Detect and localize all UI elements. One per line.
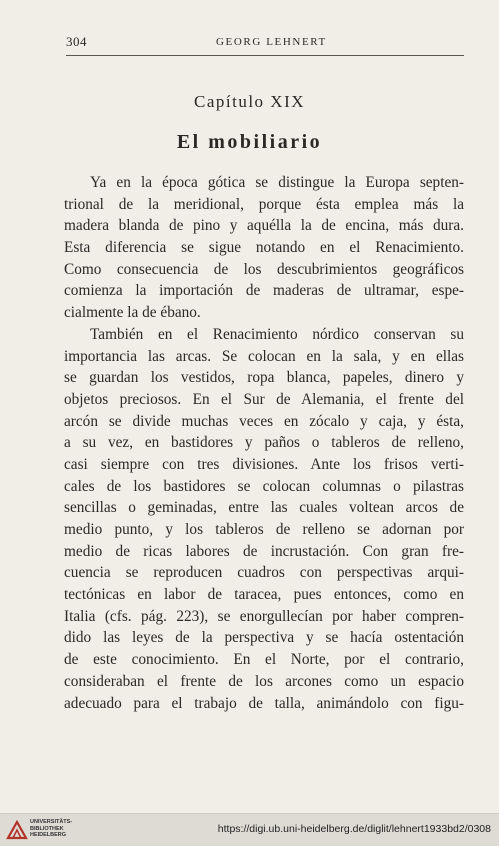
text-line: consideraban el frente de los arcones como un espacio: [64, 672, 464, 690]
text-line: madera blanda de pino y aquélla la de encina, más dura.: [64, 217, 464, 235]
logo-line: BIBLIOTHEK: [30, 825, 64, 832]
text-line: medio punto, y los tableros de relleno se adornan por: [64, 521, 464, 538]
chapter-title: El mobiliario: [176, 131, 323, 153]
text-line: casi siempre con tres divisiones. Ante los frisos verti-: [64, 455, 464, 473]
library-logo-icon: [6, 820, 28, 840]
text-line: trional de la meridional, porque ésta emplea más la: [64, 195, 464, 213]
text-line: cuencia se reproducen cuadros con perspectivas arqui-: [64, 564, 464, 582]
text-line: Ya en la época gótica se distingue la Europa septen-: [90, 174, 464, 191]
permalink-url[interactable]: https://digi.ub.uni-heidelberg.de/diglit/lehnert1933bd2/0308: [217, 823, 491, 835]
text-line: tectónicas en labor de taracea, pues entonces, como en: [64, 586, 464, 604]
text-line: objetos preciosos. En el Sur de Alemania, el frente del: [64, 390, 464, 408]
text-line: medio de ricas labores de incrustación. Con gran fre-: [64, 542, 464, 560]
text-line: Esta diferencia se sigue notando en el Renacimiento.: [64, 239, 464, 257]
text-line: importancia las arcas. Se colocan en la sala, y en ellas: [64, 347, 464, 365]
chapter-label: Capítulo XIX: [193, 92, 306, 111]
page-header: [66, 34, 464, 54]
running-head: GEORG LEHNERT: [216, 36, 327, 48]
text-line: Como consecuencia de los descubrimientos geográficos: [64, 260, 464, 278]
body-text: [64, 172, 464, 714]
text-line: dido las leyes de la perspectiva y se hacía ostentación: [64, 629, 464, 647]
header-rule: [66, 55, 464, 56]
viewer-footer: [0, 813, 499, 846]
text-line: adecuado para el trabajo de talla, animándolo con figu-: [64, 694, 464, 712]
text-line: cialmente la de ébano.: [64, 304, 201, 322]
text-line: Italia (cfs. pág. 223), se enorgullecían por haber compren-: [64, 607, 464, 625]
text-line: de este conocimiento. En el Norte, por el contrario,: [64, 651, 464, 669]
logo-line: HEIDELBERG: [30, 832, 67, 838]
text-line: a su vez, en bastidores y paños o tableros de relleno,: [64, 434, 464, 452]
text-line: También en el Renacimiento nórdico conservan su: [90, 325, 464, 343]
text-line: sencillas o geminadas, entre las cuales voltean arcos de: [64, 499, 464, 517]
text-line: cales de los bastidores se colocan columnas o pilastras: [64, 477, 464, 495]
text-line: arcón se divide muchas veces en zócalo y caja, y ésta,: [64, 412, 464, 430]
logo-line: UNIVERSITÄTS-: [30, 819, 73, 825]
text-line: comienza la importación de maderas de ultramar, espe-: [64, 282, 464, 300]
page-number: 304: [66, 34, 87, 49]
library-logo-text: [30, 819, 72, 839]
text-line: se guardan los vestidos, ropa blanca, papeles, dinero y: [64, 369, 464, 387]
